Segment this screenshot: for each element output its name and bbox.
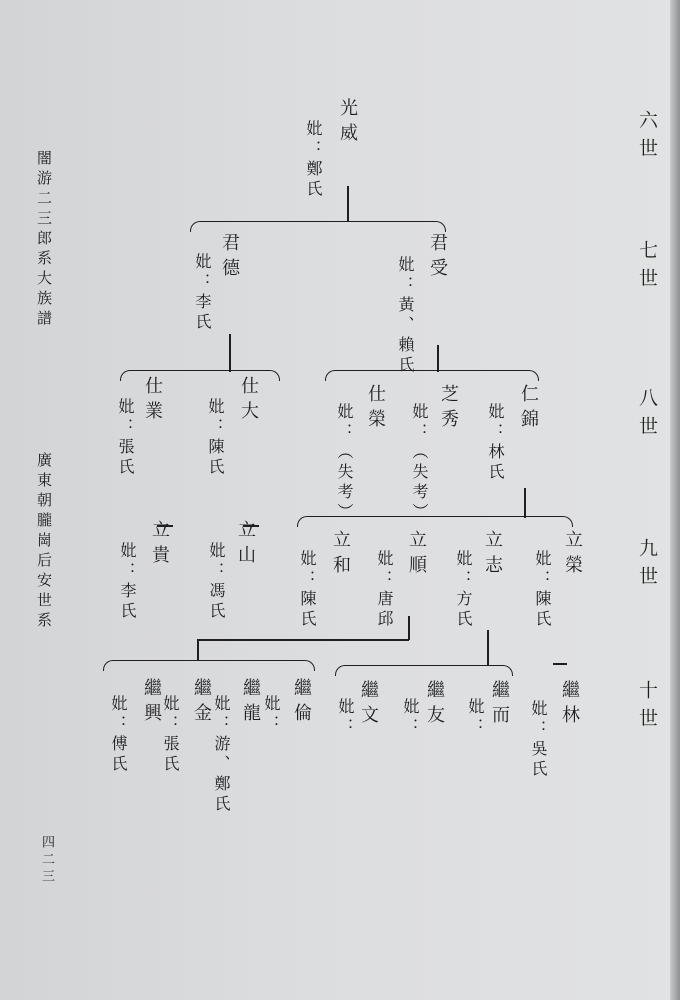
tree-line [197,639,409,641]
person-spouse-junde: 妣：李氏 [193,253,212,333]
person-name-shirong: 仕榮 [365,384,386,434]
person-name-junde: 君德 [219,233,240,283]
person-spouse-jilun: 妣： [262,695,281,735]
book-title: 闇游二三郎系大族譜 [35,150,53,330]
person-name-lizhi: 立志 [482,530,503,580]
person-name-lihe: 立和 [330,530,351,580]
person-name-lishan: 立山 [235,520,256,570]
tree-line [347,186,349,222]
tree-bracket [325,370,539,381]
person-name-renjin: 仁錦 [518,384,539,434]
person-spouse-guangwei: 妣：鄭氏 [304,120,323,200]
person-spouse-ligui: 妣：李氏 [118,542,137,622]
book-subtitle: 廣東朝朧崗后安世系 [35,452,53,632]
person-name-jijin: 繼金 [191,678,212,728]
person-spouse-zhixiu: 妣：（失考） [410,403,429,523]
person-name-jiwen: 繼文 [358,680,379,730]
person-name-jixing: 繼興 [141,678,162,728]
person-spouse-shirong: 妣：（失考） [335,403,354,523]
person-spouse-lirong: 妣：陳氏 [533,550,552,630]
person-name-jier: 繼而 [489,680,510,730]
person-name-jiyou: 繼友 [424,680,445,730]
tree-bracket [297,516,573,527]
person-name-shiye: 仕業 [142,376,163,426]
person-name-lishun: 立順 [406,530,427,580]
person-spouse-shiye: 妣：張氏 [116,398,135,478]
person-spouse-jiyou: 妣： [401,698,420,738]
tree-bracket [335,665,513,676]
generation-label-8: 八世 [636,388,658,444]
person-name-lirong: 立榮 [562,530,583,580]
person-name-jilin: 繼林 [559,680,580,730]
person-name-guangwei: 光威 [337,98,358,148]
page-number: 四二三 [39,835,54,886]
person-spouse-jiwen: 妣： [336,698,355,738]
person-spouse-renjin: 妣：林氏 [486,403,505,483]
person-spouse-jijin: 妣：張氏 [161,695,180,775]
tree-line [553,663,567,665]
person-spouse-junshou: 妣：黃、賴氏 [396,256,415,376]
person-name-jilong: 繼龍 [240,678,261,728]
tree-line [437,345,439,372]
person-spouse-lishun: 妣：唐邱 [375,550,394,630]
person-name-zhixiu: 芝秀 [438,384,459,434]
person-spouse-jilin: 妣：吳氏 [529,700,548,780]
tree-bracket [103,660,315,671]
person-name-ligui: 立貴 [149,520,170,570]
person-spouse-lishan: 妣：馮氏 [207,542,226,622]
generation-label-9: 九世 [636,538,658,594]
person-name-jilun: 繼倫 [291,678,312,728]
generation-label-6: 六世 [636,110,658,166]
person-spouse-lizhi: 妣：方氏 [454,550,473,630]
person-name-junshou: 君受 [427,233,448,283]
tree-line [408,616,410,640]
person-spouse-lihe: 妣：陳氏 [298,550,317,630]
person-spouse-jixing: 妣：傅氏 [109,695,128,775]
tree-bracket [190,221,446,232]
generation-label-7: 七世 [636,240,658,296]
generation-label-10: 十世 [636,680,658,736]
tree-line [487,630,489,666]
person-name-shida: 仕大 [238,376,259,426]
tree-line [524,488,526,518]
book-spine [670,0,680,1000]
person-spouse-jilong: 妣：游、鄭氏 [212,695,231,815]
person-spouse-jier: 妣： [466,698,485,738]
tree-line [229,334,231,372]
person-spouse-shida: 妣：陳氏 [206,398,225,478]
tree-line [197,639,199,661]
